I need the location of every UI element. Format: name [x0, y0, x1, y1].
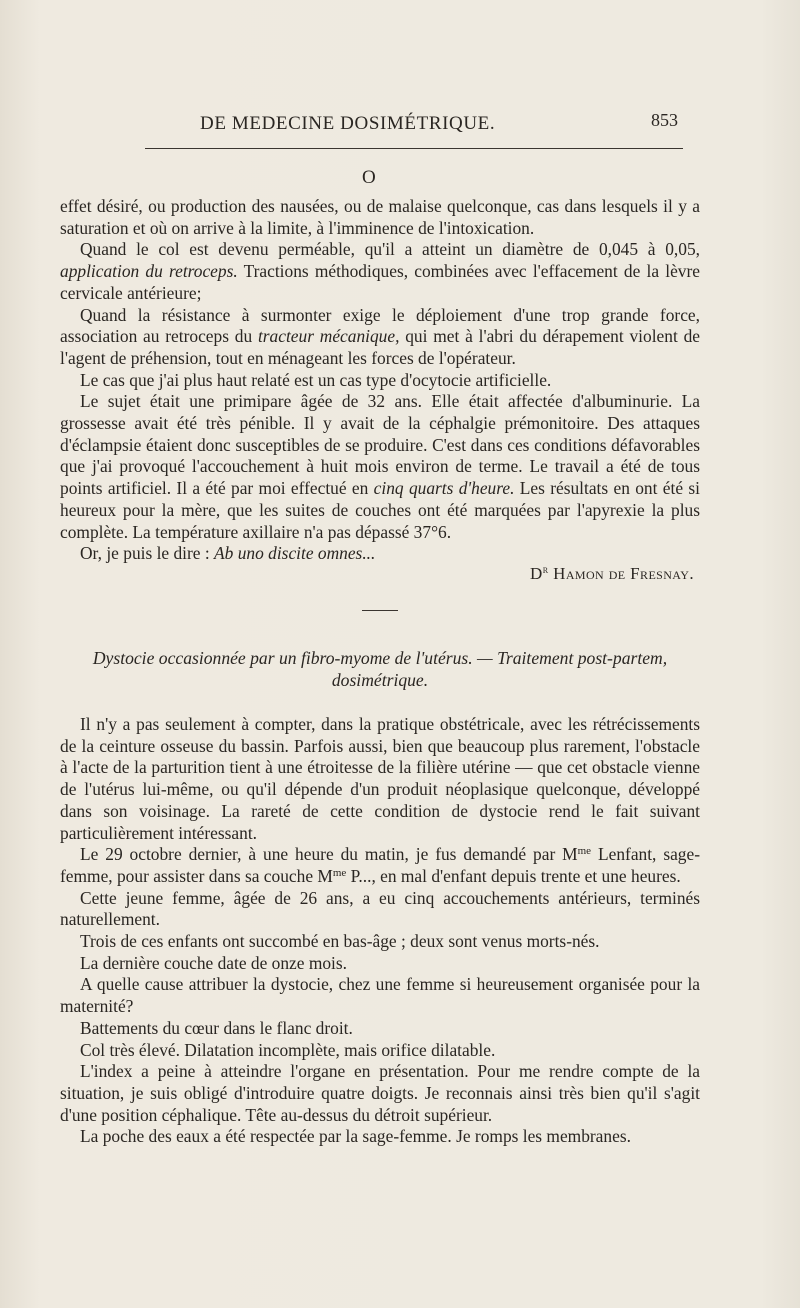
paragraph: La dernière couche date de onze mois.	[80, 952, 348, 973]
superscript: me	[332, 866, 347, 879]
emphasis: cinq quarts d'heure.	[373, 478, 515, 499]
paragraph	[60, 305, 700, 370]
section-separator	[362, 610, 398, 611]
paragraph: La poche des eaux a été respectée par la sage-femme. Je romps les membranes.	[80, 1126, 631, 1147]
text-run: Les résultats en ont été si heureux pour la mère, que les suites de couches ont été marquées par l'apyrexie la plus complète. La température axillaire n'a pas dépassé 37°6.	[60, 478, 700, 542]
header-rule	[145, 148, 683, 149]
signature-name: Hamon de Fresnay.	[553, 564, 694, 583]
paragraph: Cette jeune femme, âgée de 26 ans, a eu cinq accouchements antérieurs, terminés naturellement.	[60, 887, 700, 930]
text-run: Quand la résistance à surmonter exige le déploiement d'une trop grande force, association au retroceps du	[60, 304, 700, 347]
section-title	[60, 648, 700, 691]
paragraph: A quelle cause attribuer la dystocie, chez une femme si heureusement organisée pour la maternité?	[60, 974, 700, 1017]
running-title: DE MEDECINE DOSIMÉTRIQUE.	[200, 113, 496, 134]
text-run: Tractions méthodiques, combinées avec l'effacement de la lèvre cervicale antérieure;	[60, 261, 700, 303]
paragraph: Trois de ces enfants ont succombé en bas-âge ; deux sont venus morts-nés.	[80, 931, 600, 952]
paragraph: effet désiré, ou production des nausées, ou de malaise quelconque, cas dans lesquels il y a saturation et où on arrive à la limite, à l'imminence de l'intoxication.	[60, 196, 700, 238]
section-title-line: dosimétrique.	[331, 669, 429, 690]
paragraph	[60, 844, 700, 887]
superscript: me	[577, 845, 592, 858]
paragraph: Il n'y a pas seulement à compter, dans la pratique obstétricale, avec les rétrécissements de la ceinture osseuse du bassin. Parfois aussi, bien que beaucoup plus rarement, l'obstacle à l'acte de la parturition tient à une étroitesse de la filière utérine — que cet obstacle vienne de l'utérus lui-même, ou qu'il dépende d'un produit néoplasique quelconque, développé dans son voisinage. La rareté de cette condition de dystocie rend le fait suivant particulièrement intéressant.	[60, 714, 700, 843]
emphasis: Ab uno discite omnes...	[214, 543, 376, 564]
page-number: 853	[651, 110, 678, 130]
text-run: Or, je puis le dire :	[80, 543, 215, 564]
article-body	[60, 714, 700, 1148]
author-signature	[530, 564, 694, 584]
text-run: qui met à l'abri du dérapement violent de l'agent de préhension, tout en ménageant les forces de l'opérateur.	[60, 326, 700, 368]
article-continuation	[60, 196, 700, 565]
paragraph	[60, 391, 700, 543]
paragraph: Le cas que j'ai plus haut relaté est un cas type d'ocytocie artificielle.	[80, 369, 552, 390]
text-run: P..., en mal d'enfant depuis trente et une heures.	[346, 865, 681, 886]
emphasis: tracteur mécanique,	[257, 326, 400, 347]
signature-sup: r	[542, 564, 549, 576]
text-run: Le 29 octobre dernier, à une heure du matin, je fus demandé par M	[80, 844, 578, 865]
signature-title: D	[530, 564, 543, 583]
paragraph: L'index a peine à atteindre l'organe en présentation. Pour me rendre compte de la situation, je suis obligé d'introduire quatre doigts. Je reconnais ainsi très bien qu'il s'agit d'une position céphalique. Tête au-dessus du détroit supérieur.	[60, 1061, 700, 1125]
text-run: Le sujet était une primipare âgée de 32 ans. Elle était affectée d'albuminurie. La grossesse avait été très pénible. Il y avait de la céphalgie prémonitoire. Des attaques d'éclampsie étaient donc susceptibles de se produire. C'est dans ces conditions défavorables que j'ai provoqué l'accouchement à huit mois environ de terme. Le travail a été de tous points artificiel. Il a été par moi effectué en	[60, 391, 700, 499]
text-run: Lenfant, sage-femme, pour assister dans sa couche M	[60, 844, 701, 886]
text-run: Quand le col est devenu perméable, qu'il a atteint un diamètre de 0,045 à 0,05,	[80, 239, 700, 260]
paragraph	[60, 543, 700, 565]
signature-marker: O	[362, 167, 376, 188]
paragraph: Col très élevé. Dilatation incomplète, mais orifice dilatable.	[80, 1039, 496, 1060]
paragraph: Battements du cœur dans le flanc droit.	[80, 1017, 353, 1038]
paragraph	[60, 239, 700, 304]
section-title-line: Dystocie occasionnée par un fibro-myome de l'utérus. — Traitement post-partem,	[92, 648, 668, 668]
page-header	[0, 110, 800, 143]
emphasis: application du retroceps.	[60, 261, 238, 282]
